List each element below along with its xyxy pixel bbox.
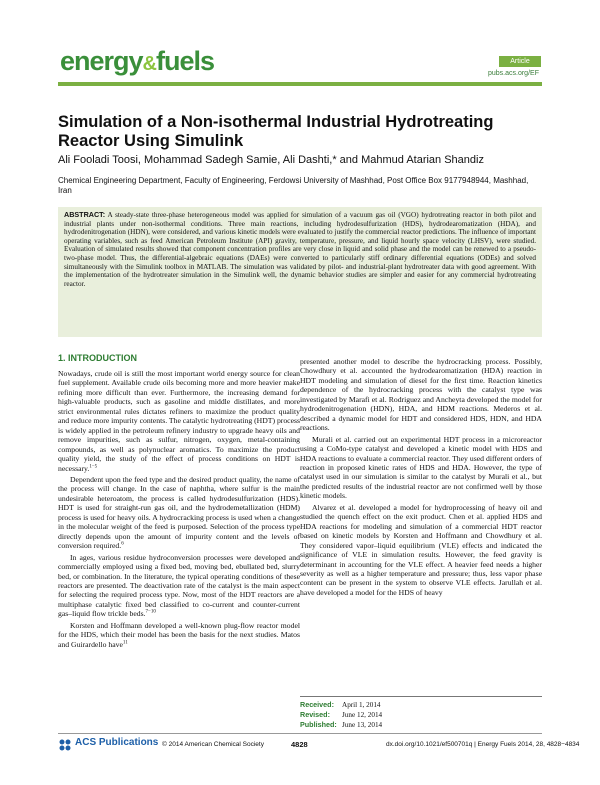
- journal-url-link[interactable]: pubs.acs.org/EF: [488, 70, 539, 77]
- date-received: Received: April 1, 2014: [300, 700, 381, 709]
- abstract-text: A steady-state three-phase heterogeneous model was applied for simulation of a vacuum gas oil (VGO) hydrotreating reactor in both pilot and industrial plants under non-isothermal conditions. Three main reactions, including hydrodesulfurization (HDS), hydrodearomatization (HDA), and hydrodenitrogenation (HDN), were considered, and various kinetic models were evaluated to justify the commercial reactor predictions. The influence of important operating variables, such as feed American Petroleum Institute (API) gravity, temperature, pressure, and liquid hourly space velocity (LHSV), were studied. Evaluation of simulated results showed that component concentration profiles are very close in liquid and solid phase and the model can be renewed to a pseudo-two-phase model. Thus, the differential-algebraic equations (DAEs) were converted to particularly stiff ordinary differential equations (ODEs) and solved simultaneously with the Simulink toolbox in MATLAB. The simulation was validated by pilot- and industrial-plant hydrotreater data with good agreement. With the implementation of the hydrotreater simulation in the Simulink well, the dynamic behavior studies are simpler and easier for any commercial hydrotreating reactor.: [64, 211, 536, 288]
- article-dates: [300, 696, 542, 730]
- copyright: © 2014 American Chemical Society: [162, 741, 264, 748]
- journal-logo: energy&fuels: [60, 46, 215, 76]
- article-title: Simulation of a Non-isothermal Industrial Hydrotreating Reactor Using Simulink: [58, 113, 494, 150]
- paragraph: presented another model to describe the hydrocracking process. Possibly, Chowdhury et al. accounted the hydrodearomatization (HDA) reaction in HDT modeling and simulation of diesel for the first time. Reaction kinetics dependence of the hydrocracking process with the catalyst type was investigated by Marafi et al. Rodriguez and Ancheyta developed the model for hydrodenitrogenation (HDN), HDA, and HDM reactions. Mederos et al. described a dynamic model for HDT and considered HDS, HDN, and HDA reactions.: [300, 357, 542, 433]
- date-published: Published: June 13, 2014: [300, 720, 383, 729]
- paragraph: Nowadays, crude oil is still the most important world energy source for clean fuel supplement. Available crude oils becoming more and more heavier make refining more difficult than ever. Furthermore, the increasing demand for high-valuable products, such as gasoline and middle distillates, and more strict environmental rules dictates refiners to maximize the product quality and reduce more impurity contents. The catalytic hydrotreating (HDT) process is widely applied in the petroleum refinery industry to upgrade heavy oils and remove impurities, such as sulfur, nitrogen, oxygen, metal-containing compounds, as well as polynuclear aromatics. To maximize the product quality yield, the study of the effect of process conditions on HDT is necessary.$^{1-5}$: [58, 369, 300, 473]
- paragraph: Alvarez et al. developed a model for hydroprocessing of heavy oil and studied the quench effect on the exit product. Chen et al. applied HDS and HDA reactions for modeling and simulation of a commercial HDT reactor based on kinetic models by Korsten and Hoffmann and Chowdhury et al. They considered vapor–liquid equilibrium (VLE) effects and indicated the significance of VLE in simulation results. However, the feed gravity is determinant in accounting for the VLE effect. A heavier feed needs a higher severity as well as a higher temperature and pressure; thus, less vapor phase content can be present in the system to observe VLE effects. Jarullah et al. have developed a model for the HDS of heavy: [300, 502, 542, 597]
- author-list: Ali Fooladi Toosi, Mohammad Sadegh Samie, Ali Dashti,* and Mahmud Atarian Shandiz: [58, 154, 484, 166]
- doi-citation-link[interactable]: dx.doi.org/10.1021/ef500701q | Energy Fuels 2014, 28, 4828−4834: [386, 741, 580, 748]
- publisher-name: ACS Publications: [75, 737, 159, 748]
- abstract-box: [58, 207, 542, 337]
- date-revised: Revised: June 12, 2014: [300, 710, 383, 719]
- header-rule: [58, 82, 542, 86]
- article-type-badge: Article: [499, 56, 541, 67]
- affiliation: Chemical Engineering Department, Faculty of Engineering, Ferdowsi University of Mashhad, Post Office Box 9177948944, Mashhad, Iran: [58, 176, 529, 195]
- paragraph: Dependent upon the feed type and the desired product quality, the name of the process will change. In the case of naphtha, where sulfur is the main undesirable heteroatom, the process is called hydrodesulfurization (HDS). HDT is used for straight-run gas oil, and the hydrodemetallization (HDM) process is used for heavy oils. A hydrocracking process is used when a change in the molecular weight of the feed is purposed. Selection of the process type directly depends upon the amount of impurity content and the levels of conversion required.$^6$: [58, 474, 300, 551]
- right-column: [300, 357, 542, 599]
- section-heading-introduction: 1. INTRODUCTION: [58, 353, 138, 363]
- paragraph: In ages, various residue hydroconversion processes were developed and commercially employed using a fixed bed, moving bed, ebullated bed, slurry bed, or combination. In the literature, the typical operating conditions of these reactors are presented. The deactivation rate of the catalyst is the main aspect for selecting the required process type. Now, most of the HDT reactors are a multiphase catalytic fixed bed classified to co-current and counter-current gas–liquid flow trickle beds.$^{7-10}$: [58, 552, 300, 619]
- page-number: 4828: [291, 740, 308, 749]
- paragraph: Murali et al. carried out an experimental HDT process in a microreactor using a CoMo-type catalyst and developed a kinetic model with HDS and HDA reactions to evaluate a commercial reactor. They used different orders of reaction in proposed kinetic rates of HDS and HDA. However, the type of catalyst used in our simulation is similar to the catalyst by Murali et al., but the predicted results of the industrial reactor are not confirmed well by those kinetic models.: [300, 434, 542, 501]
- left-column: [58, 369, 300, 651]
- abstract-label: ABSTRACT:: [64, 210, 106, 219]
- acs-logo-icon: [58, 738, 72, 752]
- paragraph: Korsten and Hoffmann developed a well-known plug-flow reactor model for the HDS, which their model has been the basis for the next studies. Matos and Guirardello have$^{11}$: [58, 620, 300, 649]
- footer-rule: [58, 733, 542, 734]
